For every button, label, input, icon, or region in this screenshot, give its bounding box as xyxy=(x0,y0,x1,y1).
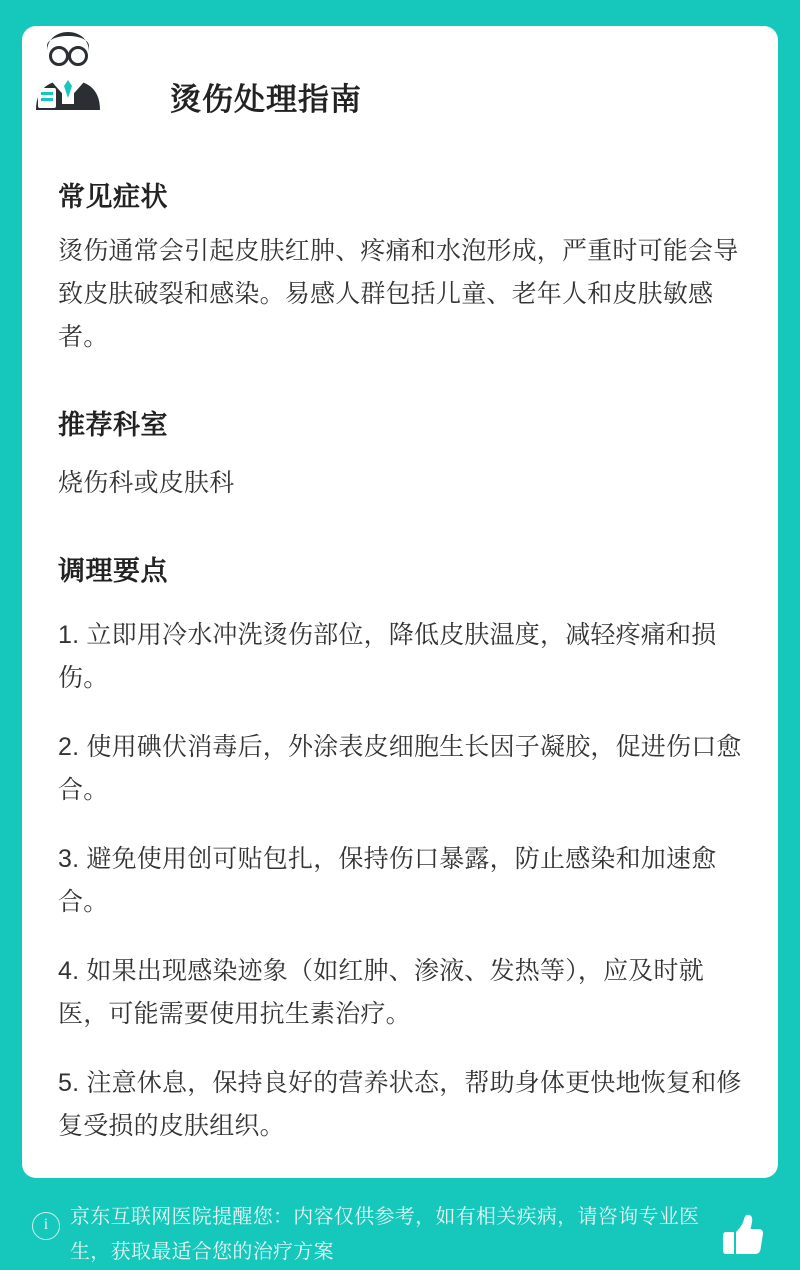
section-text-department: 烧伤科或皮肤科 xyxy=(58,469,235,497)
doctor-avatar-icon xyxy=(22,22,114,114)
thumbs-up-icon[interactable] xyxy=(714,1208,768,1262)
footer-disclaimer xyxy=(22,1200,778,1270)
info-circle-icon: i xyxy=(32,1212,60,1240)
section-heading-care: 调理要点 xyxy=(58,556,168,586)
section-heading-department: 推荐科室 xyxy=(58,410,168,440)
list-item: 1. 立即用冷水冲洗烫伤部位，降低皮肤温度，减轻疼痛和损伤。 xyxy=(58,621,717,692)
list-item: 3. 避免使用创可贴包扎，保持伤口暴露，防止感染和加速愈合。 xyxy=(58,845,717,916)
section-heading-symptoms: 常见症状 xyxy=(58,182,168,212)
disclaimer-text: 京东互联网医院提醒您：内容仅供参考，如有相关疾病，请咨询专业医生，获取最适合您的治疗方案 xyxy=(70,1206,700,1263)
care-steps-list xyxy=(58,614,742,1148)
list-item: 2. 使用碘伏消毒后，外涂表皮细胞生长因子凝胶，促进伤口愈合。 xyxy=(58,733,742,804)
list-item: 5. 注意休息，保持良好的营养状态，帮助身体更快地恢复和修复受损的皮肤组织。 xyxy=(58,1069,742,1140)
list-item: 4. 如果出现感染迹象（如红肿、渗液、发热等），应及时就医，可能需要使用抗生素治疗。 xyxy=(58,957,704,1028)
page-title: 烫伤处理指南 xyxy=(170,82,362,117)
content-card xyxy=(22,26,778,1178)
section-text-symptoms: 烫伤通常会引起皮肤红肿、疼痛和水泡形成，严重时可能会导致皮肤破裂和感染。易感人群包括儿童、老年人和皮肤敏感者。 xyxy=(58,237,739,351)
